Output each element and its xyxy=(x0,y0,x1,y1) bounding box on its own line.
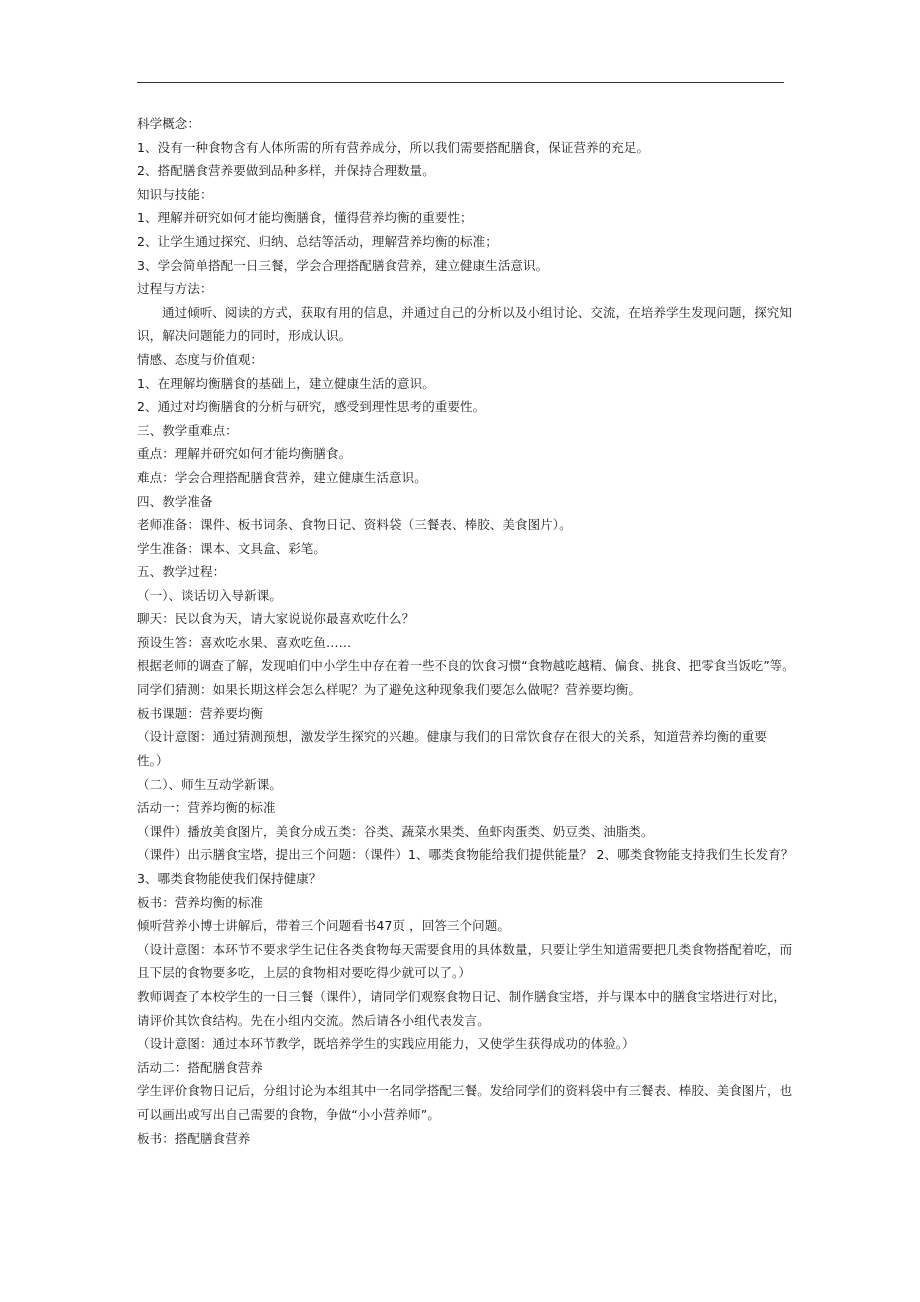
text-line: 性。） xyxy=(137,753,169,769)
text-line: 2、搭配膳食营养要做到品种多样，并保持合理数量。 xyxy=(137,163,435,179)
text-line: 活动一：营养均衡的标准 xyxy=(137,800,276,816)
text-line: 板书：营养均衡的标准 xyxy=(137,894,264,910)
text-line: 根据老师的调查了解，发现咱们中小学生中存在着一些不良的饮食习惯“食物越吃越精、偏食、挑食、把零食当饭吃”等。 xyxy=(137,658,795,673)
text-line: 重点：理解并研究如何才能均衡膳食。 xyxy=(137,446,352,462)
text-line: 学生评价食物日记后，分组讨论为本组其中一名同学搭配三餐。发给同学们的资料袋中有三餐表、棒胶、美食图片，也 xyxy=(137,1083,793,1099)
text-line: 3、学会简单搭配一日三餐，学会合理搭配膳食营养，建立健康生活意识。 xyxy=(137,257,549,273)
text-line: 1、理解并研究如何才能均衡膳食，懂得营养均衡的重要性； xyxy=(137,210,473,226)
text-line: （二）、师生互动学新课。 xyxy=(137,776,282,792)
text-line: 预设生答：喜欢吃水果、喜欢吃鱼…… xyxy=(137,635,352,651)
text-line: 请评价其饮食结构。先在小组内交流。然后请各小组代表发言。 xyxy=(137,1012,490,1028)
text-line: 聊天：民以食为天，请大家说说你最喜欢吃什么？ xyxy=(137,611,415,627)
text-line: 板书：搭配膳食营养 xyxy=(137,1130,251,1146)
text-line: 知识与技能： xyxy=(137,186,213,202)
text-line: 3、哪类食物能使我们保持健康？ xyxy=(137,871,322,886)
text-line: 教师调查了本校学生的一日三餐（课件），请同学们观察食物日记、制作膳食宝塔，并与课本中的膳食宝塔进行对比， xyxy=(137,988,786,1004)
text-line: 学生准备：课本、文具盒、彩笔。 xyxy=(137,540,327,556)
text-line: 活动二：搭配膳食营养 xyxy=(137,1059,264,1075)
text-line: 五、教学过程： xyxy=(137,564,226,580)
text-line: 倾听营养小博士讲解后，带着三个问题看书47页 ，回答三个问题。 xyxy=(137,918,510,934)
text-line: 老师准备：课件、板书词条、食物日记、资料袋（三餐表、棒胶、美食图片）。 xyxy=(137,517,572,533)
text-line: （课件）播放美食图片，美食分成五类：谷类、蔬菜水果类、鱼虾肉蛋类、奶豆类、油脂类。 xyxy=(137,823,654,839)
text-line: （设计意图：通过猜测预想，激发学生探究的兴趣。健康与我们的日常饮食存在很大的关系，知道营养均衡的重要 xyxy=(137,729,768,745)
text-line: 难点：学会合理搭配膳食营养，建立健康生活意识。 xyxy=(137,469,427,485)
text-line: 识，解决问题能力的同时，形成认识。 xyxy=(137,328,352,344)
text-line: 过程与方法： xyxy=(137,281,213,297)
text-line: （课件）出示膳食宝塔，提出三个问题：（课件）1、哪类食物能给我们提供能量？ 2、哪类食物能支持我们生长发育？ xyxy=(137,847,794,863)
text-line: 四、教学准备 xyxy=(137,493,213,509)
text-line: 板书课题：营养要均衡 xyxy=(137,705,264,721)
document-body xyxy=(137,112,797,1150)
header-divider xyxy=(137,82,784,83)
text-line: 同学们猜测：如果长期这样会怎么样呢？为了避免这种现象我们要怎么做呢？营养要均衡。 xyxy=(137,682,642,698)
text-line: 情感、态度与价值观： xyxy=(137,351,264,367)
text-line: 通过倾听、阅读的方式，获取有用的信息，并通过自己的分析以及小组讨论、交流，在培养学生发现问题，探究知 xyxy=(162,304,793,320)
text-line: 2、让学生通过探究、归纳、总结等活动，理解营养均衡的标准； xyxy=(137,233,498,249)
text-line: 2、通过对均衡膳食的分析与研究，感受到理性思考的重要性。 xyxy=(137,399,486,415)
text-line: 1、在理解均衡膳食的基础上，建立健康生活的意识。 xyxy=(137,375,435,391)
text-line: 科学概念： xyxy=(137,116,201,131)
text-line: 1、没有一种食物含有人体所需的所有营养成分，所以我们需要搭配膳食，保证营养的充足。 xyxy=(137,139,650,155)
text-line: （一）、谈话切入导新课。 xyxy=(137,587,282,603)
text-line: （设计意图：本环节不要求学生记住各类食物每天需要食用的具体数量，只要让学生知道需要把几类食物搭配着吃，而 xyxy=(137,941,793,957)
text-line: 三、教学重难点： xyxy=(137,422,238,438)
text-line: 可以画出或写出自己需要的食物，争做“小小营养师”。 xyxy=(137,1106,440,1122)
text-line: （设计意图：通过本环节教学，既培养学生的实践应用能力，又使学生获得成功的体验。） xyxy=(137,1036,635,1052)
text-line: 且下层的食物要多吃，上层的食物相对要吃得少就可以了。） xyxy=(137,965,471,981)
